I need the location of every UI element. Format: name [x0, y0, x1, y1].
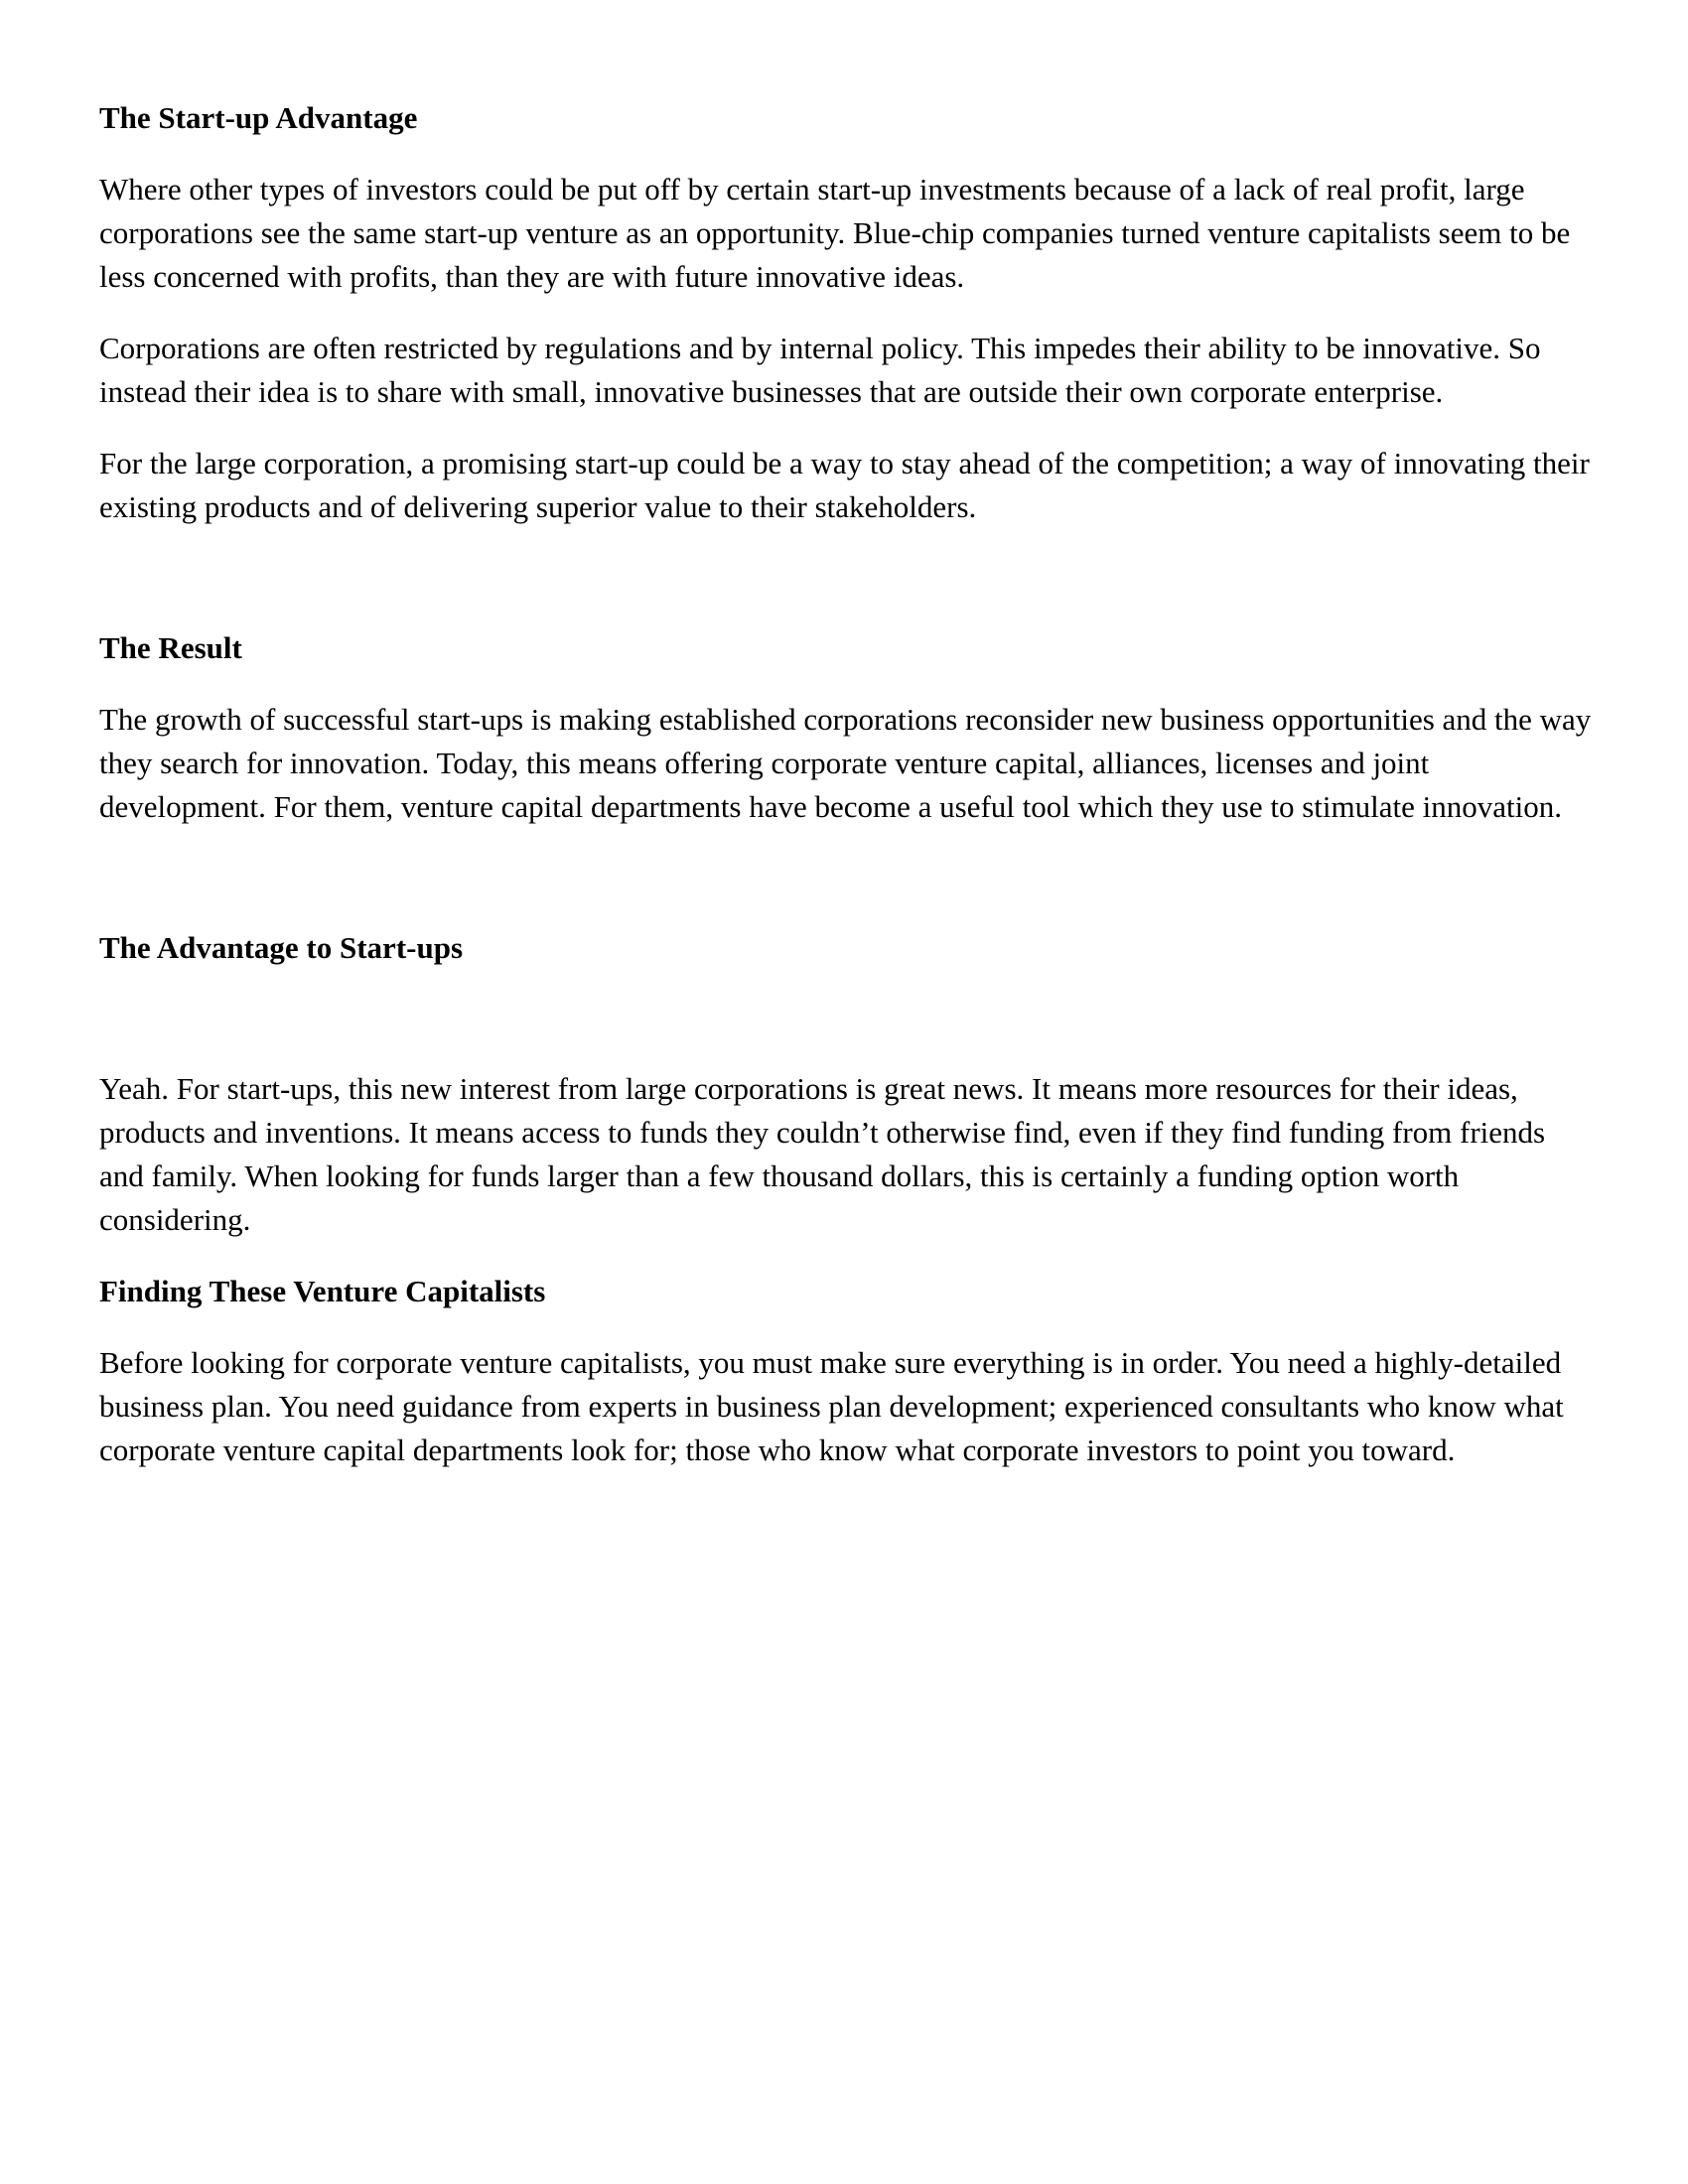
paragraph: Before looking for corporate venture capitalists, you must make sure everything is in order. You need a highly-detailed business plan. You need guidance from experts in business plan development; experienced consultants who know what corporate venture capital departments look for; those who know what corporate investors to point you toward. — [99, 1345, 1564, 1467]
section-heading-advantage-to-startups: The Advantage to Start-ups — [99, 930, 464, 965]
paragraph: Yeah. For start-ups, this new interest from large corporations is great news. It means more resources for their ideas, products and inventions. It means access to funds they couldn’t otherwise find, even if they find funding from friends and family. When looking for funds larger than a few thousand dollars, this is certainly a funding option worth considering. — [99, 1071, 1546, 1237]
section-heading-finding-venture-capitalists: Finding These Venture Capitalists — [99, 1274, 546, 1308]
paragraph: For the large corporation, a promising start-up could be a way to stay ahead of the competition; a way of innovating their existing products and of delivering superior value to their stakeholders. — [99, 446, 1590, 524]
paragraph: The growth of successful start-ups is making established corporations reconsider new business opportunities and the way they search for innovation. Today, this means offering corporate venture capital, alliances, licenses and joint development. For them, venture capital departments have become a useful tool which they use to stimulate innovation. — [99, 702, 1592, 824]
section-heading-startup-advantage: The Start-up Advantage — [99, 100, 418, 135]
paragraph: Corporations are often restricted by regulations and by internal policy. This impedes their ability to be innovative. So instead their idea is to share with small, innovative businesses that are outside their own corporate enterprise. — [99, 331, 1541, 409]
document-body — [99, 96, 1594, 1472]
section-heading-result: The Result — [99, 630, 242, 665]
paragraph: Where other types of investors could be put off by certain start-up investments because of a lack of real profit, large corporations see the same start-up venture as an opportunity. Blue-chip companies turned venture capitalists seem to be less concerned with profits, than they are with future innovative ideas. — [99, 172, 1571, 294]
